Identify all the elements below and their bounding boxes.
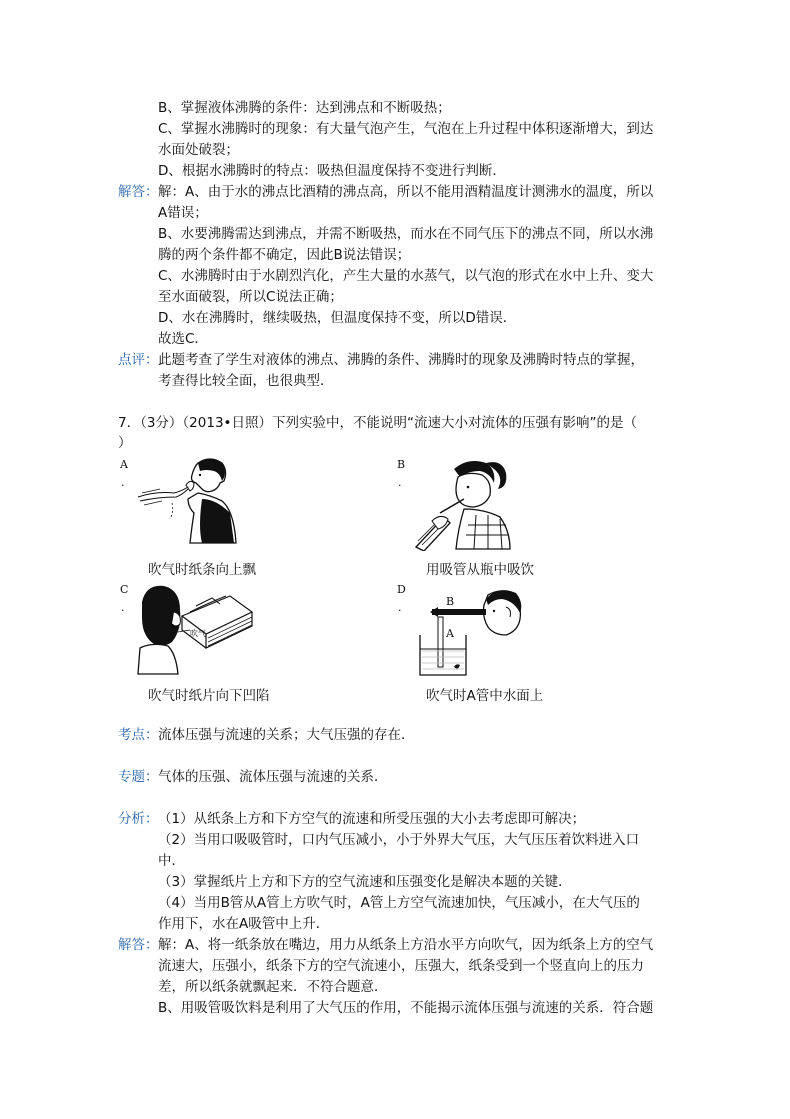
answer-line-q7: 流速大，压强小，纸条下方的空气流速小，压强大，纸条受到一个竖直向上的压力 — [158, 958, 644, 974]
option-dot-a: . — [121, 476, 125, 489]
answer-line: D、水在沸腾时，继续吸热，但温度保持不变，所以D错误． — [158, 310, 517, 326]
analysis-line: 水面处破裂； — [158, 142, 239, 158]
option-letter-c: C — [120, 583, 129, 596]
comment-label: 点评： — [118, 352, 159, 368]
answer-line-q7: 差，所以纸条就飘起来．不符合题意． — [158, 979, 388, 995]
option-caption-d: 吹气时A管中水面上 — [426, 688, 544, 704]
kaodian-label: 考点： — [118, 727, 159, 743]
answer-line: 腾的两个条件都不确定，因此B说法错误； — [158, 247, 411, 263]
figure-d-label-b: B — [446, 595, 455, 608]
option-letter-d: D — [397, 583, 406, 596]
answer-line: A错误； — [158, 205, 208, 221]
figure-a-blowing-paper-strip — [136, 455, 240, 547]
answer-line: 解：A、由于水的沸点比酒精的沸点高，所以不能用酒精温度计测沸水的温度，所以 — [158, 184, 654, 200]
analysis-line: B、掌握液体沸腾的条件：达到沸点和不断吸热； — [158, 100, 451, 116]
option-dot-c: . — [121, 601, 125, 614]
analysis-line: D、根据水沸腾时的特点：吸热但温度保持不变进行判断． — [158, 163, 506, 179]
option-caption-b: 用吸管从瓶中吸饮 — [426, 562, 534, 578]
figure-c-paper-bridge — [136, 582, 254, 676]
option-caption-c: 吹气时纸片向下凹陷 — [148, 688, 270, 704]
answer-line-q7: 解：A、将一纸条放在嘴边，用力从纸条上方沿水平方向吹气，因为纸条上方的空气 — [158, 937, 654, 953]
option-letter-a: A — [120, 458, 128, 471]
question-stem: 7．（3分）（2013•日照）下列实验中，不能说明“流速大小对流体的压强有影响”的是（ — [118, 415, 637, 431]
figure-d-tubes-in-water — [414, 585, 524, 677]
fenxi-line: 作用下，水在A吸管中上升． — [158, 916, 330, 932]
fenxi-line: （3）掌握纸片上方和下方的空气流速和压强变化是解决本题的关键． — [158, 874, 572, 890]
option-letter-b: B — [397, 458, 406, 471]
fenxi-line: （2）当用口吸吸管时，口内气压减小，小于外界大气压，大气压压着饮料进入口 — [158, 832, 640, 848]
fenxi-label: 分析： — [118, 811, 159, 827]
figure-b-drinking-straw — [410, 455, 520, 551]
kaodian-text: 流体压强与流速的关系；大气压强的存在． — [158, 727, 415, 743]
zhuanti-text: 气体的压强、流体压强与流速的关系． — [158, 769, 388, 785]
question-stem-end: ） — [118, 435, 132, 451]
fenxi-line: 中． — [158, 853, 185, 869]
answer-label: 解答： — [118, 184, 159, 200]
answer-label-q7: 解答： — [118, 937, 159, 953]
answer-line: 故选C． — [158, 331, 208, 347]
figure-c-label: 吹气 — [190, 629, 206, 638]
answer-line: B、水要沸腾需达到沸点，并需不断吸热，而水在不同气压下的沸点不同，所以水沸 — [158, 226, 654, 242]
answer-line: 至水面破裂，所以C说法正确； — [158, 289, 343, 305]
fenxi-line: （1）从纸条上方和下方空气的流速和所受压强的大小去考虑即可解决； — [158, 811, 586, 827]
comment-line: 考查得比较全面，也很典型． — [158, 373, 334, 389]
option-dot-b: . — [398, 476, 402, 489]
option-dot-d: . — [398, 601, 402, 614]
answer-line-q7: B、用吸管吸饮料是利用了大气压的作用，不能揭示流体压强与流速的关系．符合题 — [158, 1000, 654, 1016]
fenxi-line: （4）当用B管从A管上方吹气时，A管上方空气流速加快，气压减小，在大气压的 — [158, 895, 640, 911]
answer-line: C、水沸腾时由于水剧烈汽化，产生大量的水蒸气，以气泡的形式在水中上升、变大 — [158, 268, 654, 284]
figure-d-label-a: A — [446, 627, 454, 640]
comment-line: 此题考查了学生对液体的沸点、沸腾的条件、沸腾时的现象及沸腾时特点的掌握， — [158, 352, 644, 368]
analysis-line: C、掌握水沸腾时的现象：有大量气泡产生，气泡在上升过程中体积逐渐增大，到达 — [158, 121, 654, 137]
option-caption-a: 吹气时纸条向上飘 — [148, 562, 256, 578]
zhuanti-label: 专题： — [118, 769, 159, 785]
